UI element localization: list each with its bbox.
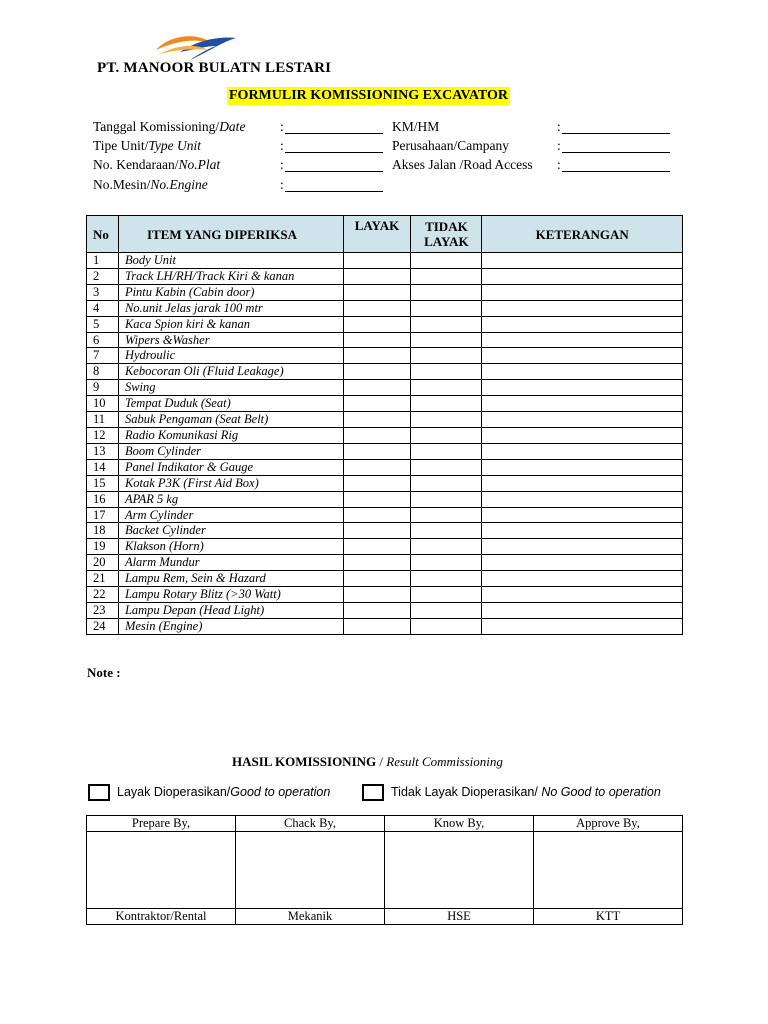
row-tidak-layak-cell[interactable] xyxy=(411,459,482,475)
row-layak-cell[interactable] xyxy=(343,539,411,555)
row-keterangan-cell[interactable] xyxy=(482,412,683,428)
akses-jalan-input-line[interactable] xyxy=(562,171,670,172)
signature-header-know: Know By, xyxy=(385,816,534,832)
row-layak-cell[interactable] xyxy=(343,348,411,364)
row-number: 6 xyxy=(87,332,119,348)
signature-box-prepare[interactable] xyxy=(87,832,236,909)
row-item: Wipers &Washer xyxy=(118,332,343,348)
row-item: Lampu Depan (Head Light) xyxy=(118,602,343,618)
km-hm-input-line[interactable] xyxy=(562,133,670,134)
row-layak-cell[interactable] xyxy=(343,571,411,587)
table-row xyxy=(87,300,683,316)
table-row xyxy=(87,364,683,380)
table-row xyxy=(87,475,683,491)
row-layak-cell[interactable] xyxy=(343,284,411,300)
signature-header-approve: Approve By, xyxy=(534,816,683,832)
row-tidak-layak-cell[interactable] xyxy=(411,555,482,571)
no-good-to-operation-label: Tidak Layak Dioperasikan/ No Good to operation xyxy=(391,785,661,799)
table-row xyxy=(87,602,683,618)
row-number: 22 xyxy=(87,587,119,603)
table-row xyxy=(87,459,683,475)
company-logo-icon xyxy=(150,30,240,64)
colon: : xyxy=(280,157,284,172)
tanggal-input-line[interactable] xyxy=(285,133,383,134)
row-number: 14 xyxy=(87,459,119,475)
row-tidak-layak-cell[interactable] xyxy=(411,380,482,396)
company-name: PT. MANOOR BULATN LESTARI xyxy=(97,60,332,76)
row-item: Arm Cylinder xyxy=(118,507,343,523)
header-item: ITEM YANG DIPERIKSA xyxy=(118,216,343,253)
row-number: 12 xyxy=(87,427,119,443)
good-to-operation-checkbox[interactable] xyxy=(88,784,110,801)
row-layak-cell[interactable] xyxy=(343,268,411,284)
row-number: 16 xyxy=(87,491,119,507)
row-keterangan-cell[interactable] xyxy=(482,602,683,618)
row-number: 24 xyxy=(87,618,119,634)
row-layak-cell[interactable] xyxy=(343,396,411,412)
row-keterangan-cell[interactable] xyxy=(482,332,683,348)
row-keterangan-cell[interactable] xyxy=(482,316,683,332)
row-layak-cell[interactable] xyxy=(343,491,411,507)
row-tidak-layak-cell[interactable] xyxy=(411,364,482,380)
row-layak-cell[interactable] xyxy=(343,459,411,475)
row-number: 7 xyxy=(87,348,119,364)
table-row xyxy=(87,427,683,443)
header-keterangan: KETERANGAN xyxy=(482,216,683,253)
field-no-kendaraan-label: No. Kendaraan/No.Plat xyxy=(93,157,221,172)
field-km-hm-label: KM/HM xyxy=(392,119,440,134)
row-item: Mesin (Engine) xyxy=(118,618,343,634)
row-item: Boom Cylinder xyxy=(118,443,343,459)
perusahaan-input-line[interactable] xyxy=(562,152,670,153)
signature-box-know[interactable] xyxy=(385,832,534,909)
row-number: 19 xyxy=(87,539,119,555)
row-keterangan-cell[interactable] xyxy=(482,491,683,507)
row-tidak-layak-cell[interactable] xyxy=(411,539,482,555)
row-layak-cell[interactable] xyxy=(343,380,411,396)
row-keterangan-cell[interactable] xyxy=(482,571,683,587)
table-row xyxy=(87,253,683,269)
signature-footer-hse: HSE xyxy=(385,909,534,925)
row-tidak-layak-cell[interactable] xyxy=(411,268,482,284)
signature-header-row xyxy=(87,816,683,832)
row-number: 3 xyxy=(87,284,119,300)
colon: : xyxy=(280,119,284,134)
row-number: 17 xyxy=(87,507,119,523)
row-item: Alarm Mundur xyxy=(118,555,343,571)
signature-box-check[interactable] xyxy=(236,832,385,909)
table-row xyxy=(87,491,683,507)
row-number: 2 xyxy=(87,268,119,284)
header-no: No xyxy=(87,216,119,253)
table-row xyxy=(87,555,683,571)
row-keterangan-cell[interactable] xyxy=(482,364,683,380)
row-keterangan-cell[interactable] xyxy=(482,618,683,634)
field-tipe-unit-label: Tipe Unit/Type Unit xyxy=(93,138,202,153)
row-tidak-layak-cell[interactable] xyxy=(411,396,482,412)
row-number: 5 xyxy=(87,316,119,332)
colon: : xyxy=(280,138,284,153)
note-label: Note : xyxy=(87,665,121,680)
good-to-operation-label: Layak Dioperasikan/Good to operation xyxy=(117,785,331,799)
row-layak-cell[interactable] xyxy=(343,618,411,634)
colon: : xyxy=(557,157,561,172)
row-keterangan-cell[interactable] xyxy=(482,555,683,571)
table-row xyxy=(87,587,683,603)
row-tidak-layak-cell[interactable] xyxy=(411,475,482,491)
signature-header-prepare: Prepare By, xyxy=(87,816,236,832)
table-row xyxy=(87,268,683,284)
row-number: 1 xyxy=(87,253,119,269)
row-number: 10 xyxy=(87,396,119,412)
field-no-mesin-label: No.Mesin/No.Engine xyxy=(93,177,208,192)
table-row xyxy=(87,316,683,332)
tipe-unit-input-line[interactable] xyxy=(285,152,383,153)
result-title: HASIL KOMISSIONING / Result Commissioning xyxy=(232,754,503,769)
no-good-to-operation-checkbox[interactable] xyxy=(362,784,384,801)
row-item: Kaca Spion kiri & kanan xyxy=(118,316,343,332)
row-item: No.unit Jelas jarak 100 mtr xyxy=(118,300,343,316)
no-mesin-input-line[interactable] xyxy=(285,191,383,192)
signature-footer-kontraktor: Kontraktor/Rental xyxy=(87,909,236,925)
row-number: 15 xyxy=(87,475,119,491)
table-row xyxy=(87,523,683,539)
row-keterangan-cell[interactable] xyxy=(482,507,683,523)
row-keterangan-cell[interactable] xyxy=(482,300,683,316)
row-layak-cell[interactable] xyxy=(343,602,411,618)
table-row xyxy=(87,571,683,587)
row-layak-cell[interactable] xyxy=(343,475,411,491)
table-row xyxy=(87,284,683,300)
row-tidak-layak-cell[interactable] xyxy=(411,491,482,507)
row-item: Lampu Rem, Sein & Hazard xyxy=(118,571,343,587)
row-layak-cell[interactable] xyxy=(343,427,411,443)
field-tanggal-label: Tanggal Komissioning/Date xyxy=(93,119,246,134)
table-header-row xyxy=(87,216,683,253)
table-row xyxy=(87,380,683,396)
form-title: FORMULIR KOMISSIONING EXCAVATOR xyxy=(229,88,509,103)
row-tidak-layak-cell[interactable] xyxy=(411,412,482,428)
row-tidak-layak-cell[interactable] xyxy=(411,602,482,618)
row-item: Lampu Rotary Blitz (>30 Watt) xyxy=(118,587,343,603)
row-tidak-layak-cell[interactable] xyxy=(411,348,482,364)
header-layak: LAYAK xyxy=(343,216,411,253)
row-layak-cell[interactable] xyxy=(343,332,411,348)
row-item: Klakson (Horn) xyxy=(118,539,343,555)
row-number: 11 xyxy=(87,412,119,428)
table-row xyxy=(87,396,683,412)
row-keterangan-cell[interactable] xyxy=(482,459,683,475)
field-perusahaan-label: Perusahaan/Campany xyxy=(392,138,509,153)
signature-footer-mekanik: Mekanik xyxy=(236,909,385,925)
table-row xyxy=(87,618,683,634)
row-keterangan-cell[interactable] xyxy=(482,380,683,396)
table-row xyxy=(87,412,683,428)
table-row xyxy=(87,332,683,348)
row-keterangan-cell[interactable] xyxy=(482,523,683,539)
row-number: 4 xyxy=(87,300,119,316)
signature-table xyxy=(86,815,683,925)
row-layak-cell[interactable] xyxy=(343,555,411,571)
row-keterangan-cell[interactable] xyxy=(482,443,683,459)
row-tidak-layak-cell[interactable] xyxy=(411,587,482,603)
row-keterangan-cell[interactable] xyxy=(482,284,683,300)
row-number: 13 xyxy=(87,443,119,459)
row-item: Track LH/RH/Track Kiri & kanan xyxy=(118,268,343,284)
row-layak-cell[interactable] xyxy=(343,523,411,539)
row-keterangan-cell[interactable] xyxy=(482,268,683,284)
row-number: 8 xyxy=(87,364,119,380)
row-keterangan-cell[interactable] xyxy=(482,427,683,443)
row-keterangan-cell[interactable] xyxy=(482,587,683,603)
row-item: Backet Cylinder xyxy=(118,523,343,539)
row-tidak-layak-cell[interactable] xyxy=(411,316,482,332)
row-item: Sabuk Pengaman (Seat Belt) xyxy=(118,412,343,428)
row-layak-cell[interactable] xyxy=(343,253,411,269)
row-keterangan-cell[interactable] xyxy=(482,348,683,364)
row-item: Pintu Kabin (Cabin door) xyxy=(118,284,343,300)
row-item: Body Unit xyxy=(118,253,343,269)
row-layak-cell[interactable] xyxy=(343,364,411,380)
row-number: 20 xyxy=(87,555,119,571)
row-tidak-layak-cell[interactable] xyxy=(411,253,482,269)
row-tidak-layak-cell[interactable] xyxy=(411,523,482,539)
row-tidak-layak-cell[interactable] xyxy=(411,300,482,316)
row-layak-cell[interactable] xyxy=(343,412,411,428)
row-number: 9 xyxy=(87,380,119,396)
signature-space-row xyxy=(87,832,683,909)
row-item: APAR 5 kg xyxy=(118,491,343,507)
row-tidak-layak-cell[interactable] xyxy=(411,507,482,523)
table-row xyxy=(87,507,683,523)
signature-box-approve[interactable] xyxy=(534,832,683,909)
table-row xyxy=(87,443,683,459)
row-item: Panel Indikator & Gauge xyxy=(118,459,343,475)
row-item: Kebocoran Oli (Fluid Leakage) xyxy=(118,364,343,380)
row-layak-cell[interactable] xyxy=(343,587,411,603)
row-tidak-layak-cell[interactable] xyxy=(411,332,482,348)
row-number: 18 xyxy=(87,523,119,539)
row-tidak-layak-cell[interactable] xyxy=(411,284,482,300)
inspection-table xyxy=(86,215,683,635)
row-item: Radio Komunikasi Rig xyxy=(118,427,343,443)
row-item: Hydroulic xyxy=(118,348,343,364)
header-tidak-layak: TIDAK LAYAK xyxy=(411,216,482,253)
row-keterangan-cell[interactable] xyxy=(482,396,683,412)
row-layak-cell[interactable] xyxy=(343,507,411,523)
row-tidak-layak-cell[interactable] xyxy=(411,571,482,587)
row-layak-cell[interactable] xyxy=(343,316,411,332)
row-number: 21 xyxy=(87,571,119,587)
row-item: Swing xyxy=(118,380,343,396)
field-akses-jalan-label: Akses Jalan /Road Access xyxy=(392,157,533,172)
row-item: Tempat Duduk (Seat) xyxy=(118,396,343,412)
colon: : xyxy=(557,138,561,153)
signature-header-check: Chack By, xyxy=(236,816,385,832)
table-row xyxy=(87,539,683,555)
colon: : xyxy=(557,119,561,134)
row-tidak-layak-cell[interactable] xyxy=(411,427,482,443)
signature-footer-row xyxy=(87,909,683,925)
row-tidak-layak-cell[interactable] xyxy=(411,443,482,459)
row-number: 23 xyxy=(87,602,119,618)
row-item: Kotak P3K (First Aid Box) xyxy=(118,475,343,491)
row-keterangan-cell[interactable] xyxy=(482,253,683,269)
signature-footer-ktt: KTT xyxy=(534,909,683,925)
table-row xyxy=(87,348,683,364)
colon: : xyxy=(280,177,284,192)
row-tidak-layak-cell[interactable] xyxy=(411,618,482,634)
row-keterangan-cell[interactable] xyxy=(482,475,683,491)
row-layak-cell[interactable] xyxy=(343,300,411,316)
no-kendaraan-input-line[interactable] xyxy=(285,171,383,172)
row-keterangan-cell[interactable] xyxy=(482,539,683,555)
row-layak-cell[interactable] xyxy=(343,443,411,459)
